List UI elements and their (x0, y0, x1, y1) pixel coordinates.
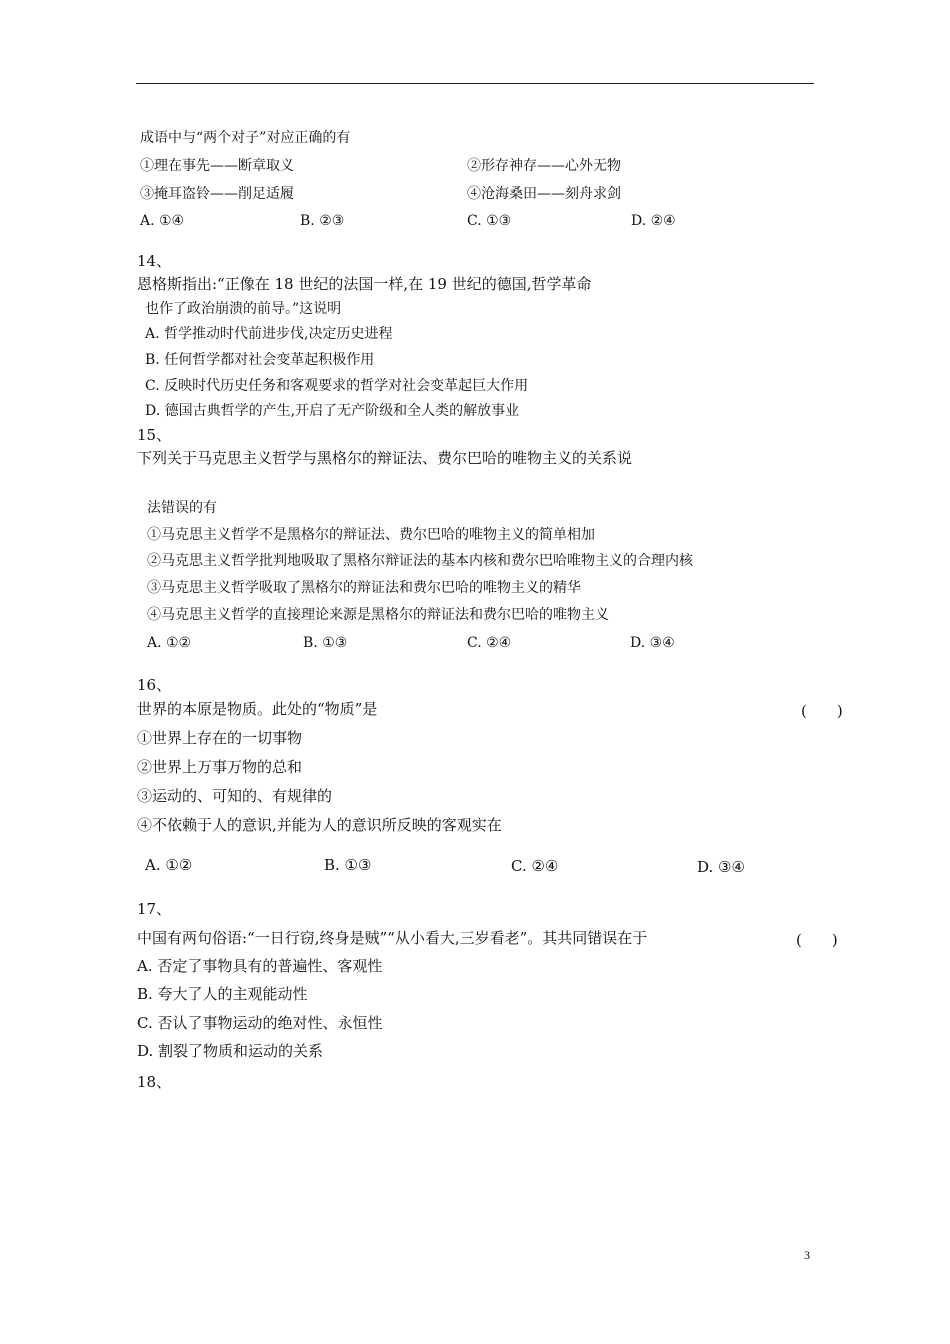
q15-number: 15、 (137, 426, 172, 444)
q14-stem-line-2: 也作了政治崩溃的前导。”这说明 (145, 301, 342, 317)
q13-option-1: ①理在事先——断章取义 (140, 158, 294, 174)
q16-choice-c: C. ②④ (511, 857, 559, 875)
q16-stem: 世界的本原是物质。此处的“物质”是 (137, 700, 378, 718)
q16-option-4: ④不依赖于人的意识,并能为人的意识所反映的客观实在 (137, 816, 502, 834)
q14-choice-a: A. 哲学推动时代前进步伐,决定历史进程 (145, 326, 393, 342)
q14-stem-line-1: 恩格斯指出:“正像在 18 世纪的法国一样,在 19 世纪的德国,哲学革命 (137, 275, 592, 293)
q15-stem-line-1: 下列关于马克思主义哲学与黑格尔的辩证法、费尔巴哈的唯物主义的关系说 (137, 449, 633, 467)
q17-choice-a: A. 否定了事物具有的普遍性、客观性 (137, 957, 383, 975)
q15-option-4: ④马克思主义哲学的直接理论来源是黑格尔的辩证法和费尔巴哈的唯物主义 (147, 607, 609, 623)
q16-option-3: ③运动的、可知的、有规律的 (137, 787, 333, 805)
q17-stem: 中国有两句俗语:“一日行窃,终身是贼”“从小看大,三岁看老”。其共同错误在于 (137, 929, 648, 947)
q14-choice-b: B. 任何哲学都对社会变革起积极作用 (145, 352, 375, 368)
q17-choice-c: C. 否认了事物运动的绝对性、永恒性 (137, 1014, 383, 1032)
q15-choice-c: C. ②④ (467, 635, 512, 651)
q13-option-2: ②形存神存——心外无物 (467, 158, 621, 174)
q13-choice-b: B. ②③ (300, 213, 345, 229)
q13-choice-c: C. ①③ (467, 213, 512, 229)
q15-choice-d: D. ③④ (630, 635, 675, 651)
q16-choice-d: D. ③④ (697, 858, 745, 876)
q17-choice-b: B. 夸大了人的主观能动性 (137, 985, 308, 1003)
page-number: 3 (804, 1248, 810, 1262)
q13-choice-d: D. ②④ (631, 213, 676, 229)
q13-option-3: ③掩耳盗铃——削足适履 (140, 186, 294, 202)
q15-option-2: ②马克思主义哲学批判地吸取了黑格尔辩证法的基本内核和费尔巴哈唯物主义的合理内核 (147, 553, 693, 569)
q14-choice-d: D. 德国古典哲学的产生,开启了无产阶级和全人类的解放事业 (145, 403, 520, 419)
q17-number: 17、 (137, 900, 172, 918)
q14-choice-c: C. 反映时代历史任务和客观要求的哲学对社会变革起巨大作用 (145, 378, 529, 394)
q16-answer-blank: ( ) (801, 702, 843, 720)
q16-option-1: ①世界上存在的一切事物 (137, 729, 303, 747)
q15-stem-line-2: 法错误的有 (147, 500, 217, 516)
q16-option-2: ②世界上万事万物的总和 (137, 758, 303, 776)
q13-option-4: ④沧海桑田——刻舟求剑 (467, 186, 621, 202)
q18-number: 18、 (137, 1073, 172, 1091)
q13-stem: 成语中与“两个对子”对应正确的有 (140, 130, 351, 146)
q15-choice-a: A. ①② (147, 635, 192, 651)
q13-choice-a: A. ①④ (140, 213, 185, 229)
q15-option-1: ①马克思主义哲学不是黑格尔的辩证法、费尔巴哈的唯物主义的简单相加 (147, 527, 595, 543)
q16-number: 16、 (137, 676, 172, 694)
q15-option-3: ③马克思主义哲学吸取了黑格尔的辩证法和费尔巴哈的唯物主义的精华 (147, 580, 581, 596)
header-rule (136, 83, 814, 84)
q17-answer-blank: ( ) (796, 931, 838, 949)
q16-choice-b: B. ①③ (324, 856, 372, 874)
q16-choice-a: A. ①② (145, 856, 193, 874)
q14-number: 14、 (137, 252, 172, 270)
q15-choice-b: B. ①③ (303, 635, 348, 651)
q17-choice-d: D. 割裂了物质和运动的关系 (137, 1042, 324, 1060)
